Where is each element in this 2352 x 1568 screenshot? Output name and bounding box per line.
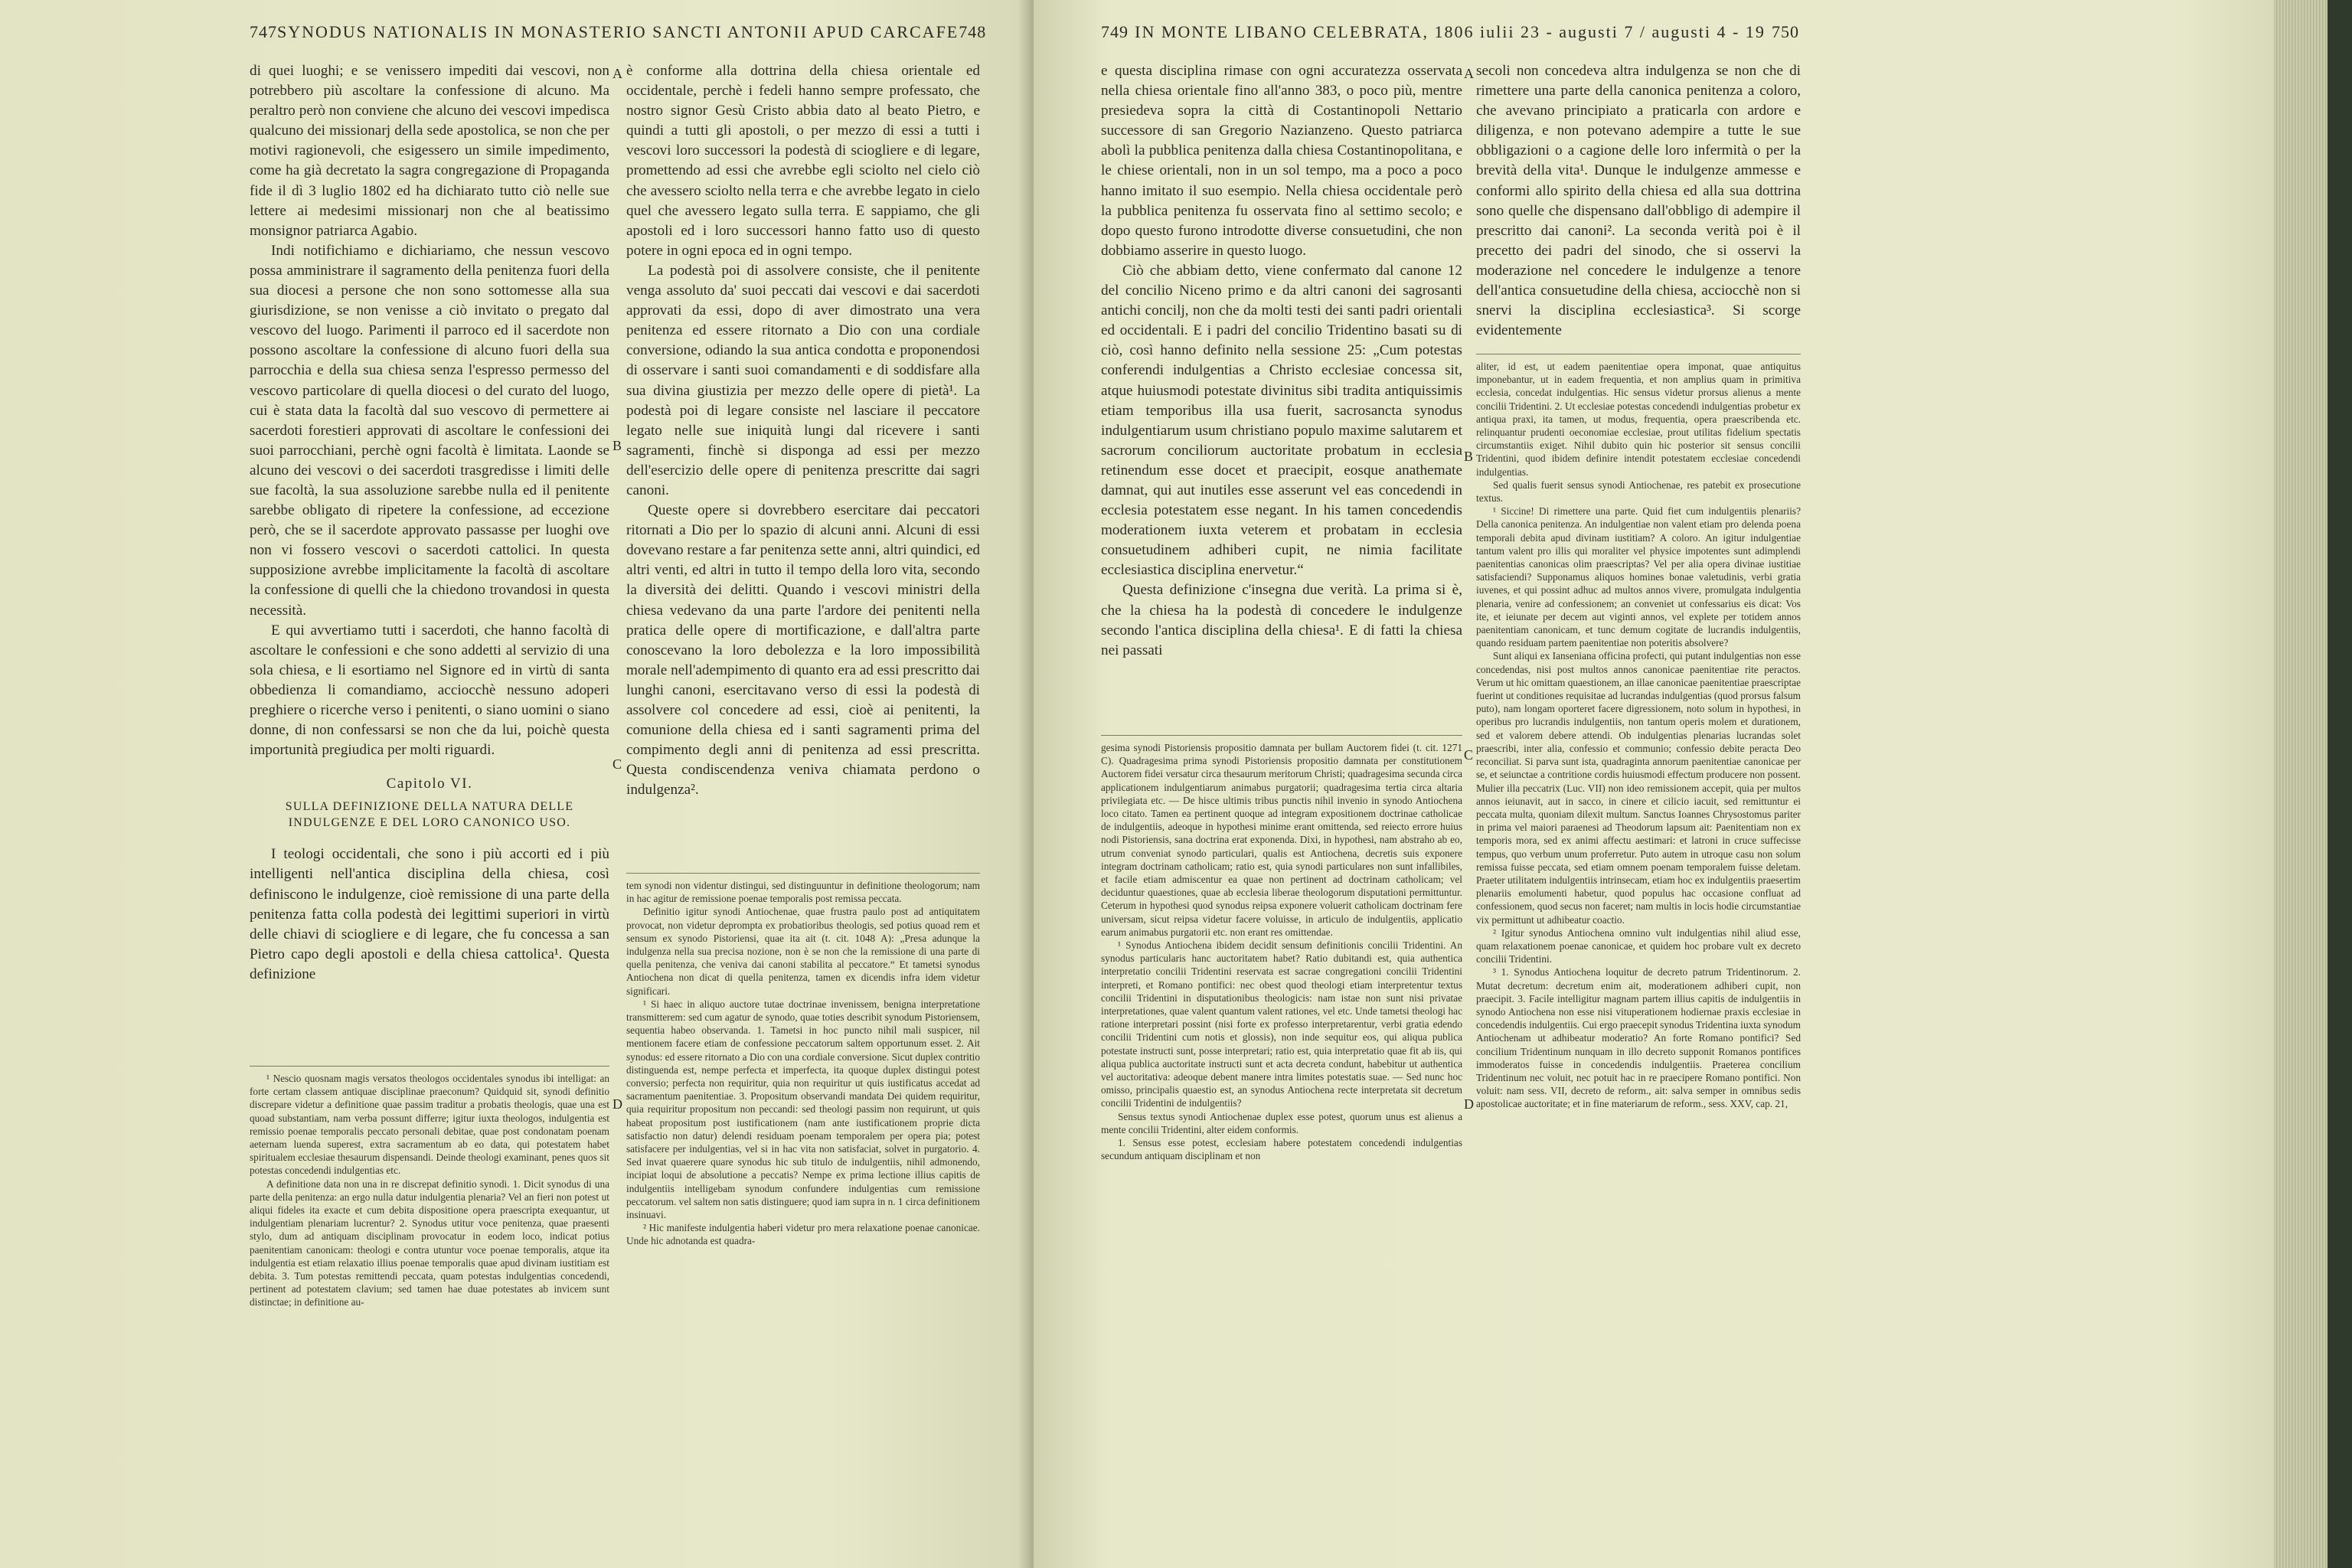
margin-marker-d: D [1464,1096,1474,1112]
right-column-2-footnotes [1476,360,1801,1111]
footnote: ¹ Synodus Antiochena ibidem decidit sensum definitionis concilii Tridentini. An synodus particularis hanc auctoritatem habet? Ratio dubitandi est, quia authentica interpretatio concilii Tridentini reservata est sacrae congregationi concilii Tridentini interpreti, et Romano pontifici: nec obest quod theologi etiam interpretentur textus concilii Tridentini in disputationibus theologicis: nam istae non sunt nisi privatae interpretationes, quae valent quantum valent rationes, vel etc. Unde tametsi theologi hac ratione interpretari possint (nisi forte ex professo interpretarentur, verbi gratia edendo concilii Tridentini cum notis et glossis), non inde sequitur eos, qui aliqua publica potestate instructi sunt, posse interpretari; ratio est, quia interpretatio quae fit ab iis, qui aliqua publica auctoritate instructi sunt et acta decreta condunt, habebitur ut authentica vel auctoritativa: adeoque debent manere intra limites potestatis suae. — Sed nunc hoc omisso, principalis quaestio est, an synodus Antiochena recte interpretata sit decretum concilii Tridentini de indulgentiis? [1101,939,1462,1109]
right-page-header-row [1101,17,1799,47]
footnote: 1. Sensus esse potest, ecclesiam habere potestatem concedendi indulgentias secundum antiquam disciplinam et non [1101,1137,1462,1162]
paragraph: Indi notifichiamo e dichiariamo, che nessun vescovo possa amministrare il sagramento della penitenza fuori della sua diocesi a persone che non sono sottomesse alla sua giurisdizione, se non venisse a ciò invitato o pregato dal vescovo del luogo. Parimenti il parroco ed il sacerdote non possono ascoltare la confessione di alcuno fuori della sua parrocchia e della sua chiesa senza l'espresso permesso del vescovo particolare di quella diocesi o del curato del luogo, cui è stata data la facoltà dal suo vescovo di permettere ai sacerdoti forestieri approvati di ascoltare le confessioni dei suoi parrocchiani, perchè ogni facoltà è limitata. Laonde se alcuno dei vescovi o dei sacerdoti trasgredisse i limiti delle sue facoltà, la sua assoluzione sarebbe nulla ed il penitente sarebbe obligato di ripetere la confessione, ad eccezione però, che se il sacerdote approvato passasse per luoghi ove non vi fossero vescovi o sacerdoti cattolici. In questa supposizione avrebbe implicitamente la facoltà di ascoltare la confessione di quelli che la chiedono trovandosi in questa necessità. [250,242,609,619]
footnote: Sed qualis fuerit sensus synodi Antiochenae, res patebit ex prosecutione textus. [1476,479,1801,505]
footnote-rule [1101,735,1462,736]
footnote: ² Hic manifeste indulgentia haberi videtur pro mera relaxatione poenae canonicae. Unde hic adnotanda est quadra- [626,1222,980,1247]
margin-marker-a: A [1464,66,1474,81]
page-edges [2274,0,2352,1568]
right-column-2 [1476,61,1801,341]
right-column-1 [1101,61,1462,661]
book-cover-edge [2328,0,2352,1568]
chapter-title: Capitolo VI. [386,776,473,792]
footnote: ¹ Si haec in aliquo auctore tutae doctrinae invenissem, benigna interpretatione transmitterem: sed cum agatur de synodo, quae toties describit synodum Pistoriensem, sequentia habeo observanda. 1. Tametsi in hoc puncto nihil mali suspicer, nil mentionem facere etiam de confessione peccatorum saltem opportunum esset. 2. Ait synodus: ed essere ritornato a Dio con una cordiale conversione. Sicut duplex contritio distinguenda est, nempe perfecta et imperfecta, ita quoque duplex distingui potest conversio; perfecta non requiritur, quia non requiritur ut quis iustificatus accedat ad sacramentum paenitentiae. 3. Propositum observandi mandata Dei quidem requiritur, quia requiritur propositum non peccandi: sed theologi passim non requirunt, ut quis habeat propositum post iustificationem (nam ante iustificationem proprie dicta satisfactio non datur) delendi residuam poenam temporalem per opera pia; potest satisfacere per indulgentias, vel si in hac vita non satisfaciat, solvet in purgatorio. 4. Sed invat quaerere quare synodus hic sub titulo de indulgentiis, nihil admonendo, incipiat loqui de absolutione a peccatis? Nempe ex prima lectione illius capitis de indulgentiis intelligebam synodum confundere indulgentias cum remissione peccatorum. vel saltem non satis distinguere; quod iam supra in n. 1 circa definitionem insinuavi. [626,998,980,1221]
footnote: ² Igitur synodus Antiochena omnino vult indulgentias nihil aliud esse, quam relaxationem poenae canonicae, et quidem hoc probare vult ex decreto concilii Tridentini. [1476,926,1801,965]
footnote: aliter, id est, ut eadem paenitentiae opera imponat, quae antiquitus imponebantur, ut in eadem frequentia, et non amplius quam in primitiva ecclesia, concedat indulgentias. Hic sensus videtur prorsus alienus a mente concilii Tridentini. 2. Ut ecclesiae potestas concedendi indulgentias probetur ex antiqua praxi, ita tamen, ut modus, frequentia, opera praescribenda etc. relinquantur prudenti oeconomiae ecclesiae, prout utilitas fidelium spectatis circumstantiis exiget. Nihil dubito quin hic posterior sit sensus concilii Tridentini, quod ibidem definire intendit potestatem ecclesiae concedendi indulgentias. [1476,361,1801,478]
paragraph: E qui avvertiamo tutti i sacerdoti, che hanno facoltà di ascoltare le confessioni e che sono addetti al servizio di una sola chiesa, e li esortiamo nel Signore ed in virtù di santa obbedienza li comandiamo, acciocchè nessuno adoperi preghiere o ricerche verso i penitenti, o siano uomini o siano donne, di non confessarsi se non che da lui, poichè questa importunità pregiudica per molti riguardi. [250,622,609,759]
page-number-left: 749 [1101,22,1129,41]
paragraph: Ciò che abbiam detto, viene confermato dal canone 12 del concilio Niceno primo e da altri canoni dei sagrosanti antichi concilj, non che da molti testi dei santi padri orientali ed occidentali. E i padri del concilio Tridentino basati su di ciò, così hanno definito nella sessione 25: „Cum potestas conferendi indulgentias a Christo ecclesiae concessa sit, atque huiusmodi potestate divinitus sibi tradita antiquissimis etiam temporibus illa usa fuerit, sacrosancta synodus indulgentiarum usum christiano populo maxime salutarem et sacrorum conciliorum auctoritate probatum in ecclesia retinendum esse docet et praecipit, eosque anathemate damnat, qui aut inutiles esse asserunt vel eas concedendi in ecclesia potestatem esse negant. In his tamen concedendis moderationem iuxta veterem et probatam in ecclesia consuetudinem adhiberi cupit, ne nimia facilitate ecclesiastica disciplina enervetur.“ [1101,262,1462,579]
left-page-header-row [250,17,987,47]
footnote-rule [250,1066,609,1067]
running-title-right: IN MONTE LIBANO CELEBRATA, 1806 iulii 23 - augusti 7 / augusti 4 - 19 [1135,22,1766,41]
left-column-1-footnotes [250,1072,609,1309]
page-number-right: 750 [1771,22,1799,41]
footnote: A definitione data non una in re discrepat definitio synodi. 1. Dicit synodus di una parte della penitenza: an ergo nulla datur indulgentia plenaria? Vel an fieri non potest ut aliqui fideles ita exacte et cum debita dispositione opera praescripta exequantur, ut indulgentiam plenariam lucrentur? 2. Synodus utitur voce penitenza, quae praesenti stylo, dum ad antiquam disciplinam provocatur in eodem loco, indicat potius paenitentiam canonicam: theologi e contra utuntur voce poenae temporalis, atque ita indulgentia est etiam relaxatio illius poenae temporalis quae apud divinam iustitiam est debita. 3. Tum potestas remittendi peccata, quam potestas indulgentias concedendi, pertinent ad potestatem clavium; sed tamen hae duae potestates ab invicem sunt distinctae; in definitione au- [250,1178,609,1308]
footnote: ³ 1. Synodus Antiochena loquitur de decreto patrum Tridentinorum. 2. Mutat decretum: decretum enim ait, moderationem adhiberi cupit, non praecipit. 3. Facile intelligitur magnam partem illius capitis de indulgentiis in synodo Antiochena non esse nisi vituperationem hodiernae praxis ecclesiae in concedendis indulgentiis. Cui ergo praecepit synodus Tridentina iuxta synodum Antiochenam ut adhibeatur moderatio? An forte Romano pontifici? Sed concilium Tridentinum nunquam in illo decreto supponit Romanos pontifices immoderatos fuisse in concedendis indulgentiis. Praeterea concilium Tridentinum nec voluit, nec potuit hac in re praecipere Romano pontifici. Non voluit: nam sess. VII, decreto de reform., ait: salva semper in omnibus sedis apostolicae auctoritate; et in fine materiarum de reform., sess. XXV, cap. 21, [1476,966,1801,1110]
footnote: ¹ Nescio quosnam magis versatos theologos occidentales synodus ibi intelligat: an forte certam classem antiquae disciplinae praeconum? Quidquid sit, synodi definitio discrepare videtur a definitione quae passim traditur a probatis theologis, quae una est quoad substantiam, nam verba possunt differre; igitur iuxta theologos, indulgentia est remissio poenae temporalis peccato personali debitae, quae post condonatam poenam aeternam luenda superest, extra sacramentum ab eo data, qui potestatem habet spiritualem ecclesiae thesaurum dispensandi. Deinde theologi examinant, penes quos sit potestas concedendi indulgentias etc. [250,1073,609,1177]
footnote: gesima synodi Pistoriensis propositio damnata per bullam Auctorem fidei (t. cit. 1271 C). Quadragesima prima synodi Pistoriensis propositio damnata per constitutionem Auctorem fidei versatur circa thesaurum meritorum Christi; quadragesima secunda circa applicationem indulgentiarum animabus purgatorii; quadragesima tertia circa altaria privilegiata etc. — De hisce ultimis tribus punctis nihil invenio in synodo Antiochena loco citato. Tamen ea pertinent quoque ad integram expositionem doctrinae catholicae de indulgentiis, adeoque in hypothesi minime erant omittenda, sed reiecto errore huius nodi Pistoriensis, sana doctrina erat exponenda. Dixi, in hypothesi, nam abstraho ab eo, utrum conveniat synodo particulari, qualis est Antiochena, decretis suis exponere integram doctrinam catholicam; ratio est, quia synodi particulares non sunt infallibiles, et facile etiam admiscentur ea quae non pertinent ad doctrinam catholicam; vel deciduntur quaestiones, quae ab ecclesia liberae theologorum disputationi permittuntur. Ceterum in hypothesi quod synodus reipsa exponere voluerit catholicam doctrinam fere universam, sicut reipsa videtur facere voluisse, in articulo de indulgentiis, applicatio earum animabus purgatorii etc. non erant res omittendae. [1101,742,1462,938]
footnote: Definitio igitur synodi Antiochenae, quae frustra paulo post ad antiquitatem provocat, non videtur deprompta ex probatioribus theologis, sed potius quoad rem et sensum ex synodo Pistoriensi, quae ita ait (t. cit. 1048 A): „Presa adunque la indulgenza nella sua precisa nozione, non è se non che la remissione di una parte di quella penitenza, che veniva dai canoni stabilita al peccatore.“ Et tametsi synodus Antiochena non dicat di quella penitenza, tamen ex dicendis infra idem videtur significari. [626,906,980,997]
page-number-left: 747 [250,22,277,41]
left-page [0,0,1034,1568]
page-number-right: 748 [959,22,987,41]
paragraph: I teologi occidentali, che sono i più accorti ed i più intelligenti nell'antica disciplina della chiesa, così definiscono le indulgenze, cioè remissione di una parte della penitenza fatta colla podestà dei legittimi superiori in virtù delle chiavi di sciogliere e di legare, che fu concessa a san Pietro capo degli apostoli e della chiesa cattolica¹. Questa definizione [250,846,609,982]
paragraph: è conforme alla dottrina della chiesa orientale ed occidentale, perchè i fedeli hanno sempre professato, che nostro signor Gesù Cristo abbia dato al beato Pietro, e quindi a tutti gli apostoli, o per mezzo di essi a tutti i vescovi loro successori la podestà di sciogliere e di legare, promettendo ad essi che avrebbe egli sciolto nel cielo ciò che avessero sciolto nella terra e che avrebbe legato in cielo quel che avessero legato sulla terra. E sappiamo, che gli apostoli ed i loro successori hanno fatto uso di questo potere in ogni epoca ed in ogni tempo. [626,63,980,259]
margin-marker-b: B [612,438,622,453]
paragraph: La podestà poi di assolvere consiste, che il penitente venga assoluto da' suoi peccati dai vescovi e dai sacerdoti approvati da essi, dopo di aver dimostrato una vera penitenza ed essere ritornato a Dio con una cordiale conversione, odiando la sua antica condotta e proponendosi di osservare i santi suoi comandamenti e di soddisfare alla sua divina giustizia per mezzo delle opere di pietà¹. La podestà poi di legare consiste nel lasciare il peccatore legato nelle sue iniquità lungi dal ricevere i santi sagramenti, finchè si disponga ad essi per mezzo dell'esercizio delle opere di penitenza prescritte dai sagri canoni. [626,262,980,498]
running-title-left: SYNODUS NATIONALIS IN MONASTERIO SANCTI ANTONII APUD CARCAFE [277,22,959,41]
margin-marker-d: D [612,1096,622,1112]
paragraph: Questa definizione c'insegna due verità. La prima si è, che la chiesa ha la podestà di concedere le indulgenze secondo l'antica disciplina della chiesa¹. E di fatti la chiesa nei passati [1101,582,1462,658]
paragraph: Queste opere si dovrebbero esercitare dai peccatori ritornati a Dio per lo spazio di alcuni anni. Alcuni di essi dovevano restare a far penitenza sette anni, altri quindici, ed altri venti, ed altri in tutto il tempo della loro vita, secondo la diversità dei delitti. Quando i vescovi ministri della chiesa vedevano da una parte l'ardore dei penitenti nella pratica delle opere di mortificazione, e dall'altra parte conoscevano la loro debolezza e la loro impossibilità morale nell'adempimento di quanto era ad essi prescritto dai lunghi canoni, esercitavano verso di essi la podestà di assolvere col concedere ad essi, cioè ai penitenti, la comunione della chiesa ed i santi sagramenti prima del compimento degli anni di penitenza ad essi prescritta. Questa condiscendenza veniva chiamata perdono o indulgenza². [626,502,980,799]
right-column-1-footnotes [1101,741,1462,1163]
footnote: ¹ Siccine! Di rimettere una parte. Quid fiet cum indulgentiis plenariis? Della canonica penitenza. An indulgentiae non valent etiam pro delenda poena temporali debita apud divinam iustitiam? A coloro. An igitur indulgentiae tantum valent pro illis qui moraliter vel physice impotentes sunt adimplendi paenitentias canonicas olim praescriptas? Vel per alia opera divinae iustitiae satisfaciendi? Supponamus aliquos homines bonae valetudinis, verbi gratia iuvenes, et qui possint adhuc ad multos annos vivere, promulgata indulgentia plenaria, venire ad confessionem; an conveniet ut confessarius eis dicat: Vos ite, et ieiunate per decem aut viginti annos, vel explete per totidem annos paenitentiam canonicam, et tunc demum cogitate de lucrandis indulgentiis, quando residuam partem paenitentiae non poteritis absolvere? [1476,505,1801,649]
left-column-1 [250,61,609,985]
paragraph: e questa disciplina rimase con ogni accuratezza osservata nella chiesa orientale fino all'anno 383, o poco più, mentre presiedeva sopra la città di Costantinopoli Nettario successore di san Gregorio Nazianzeno. Questo patriarca abolì la pubblica penitenza dalla chiesa Costantinopolitana, e le chiese orientali, non in un sol tempo, ma a poco a poco hanno imitato il suo esempio. Nella chiesa occidentale però la pubblica penitenza fu osservata fino al settimo secolo; e dopo questo furono introdotte diverse consuetudini, che non dobbiamo asserire in questo luogo. [1101,63,1462,259]
paragraph: di quei luoghi; e se venissero impediti dai vescovi, non potrebbero più ascoltare la confessione di alcuno. Ma peraltro però non conviene che alcuno dei vescovi impedisca qualcuno dei missionarj della sede apostolica, se non che per motivi ragionevoli, che esigessero un simile impedimento, come ha già decretato la sagra congregazione di Propaganda fide il dì 3 luglio 1802 ed ha dichiarato tutto ciò nelle sue lettere ai medesimi missionarj non che al beatissimo monsignor patriarca Agabio. [250,63,609,239]
chapter-subtitle: SULLA DEFINIZIONE DELLA NATURA DELLE INDULGENZE E DEL LORO CANONICO USO. [285,800,574,830]
left-column-2-footnotes [626,879,980,1248]
margin-marker-c: C [612,756,622,772]
footnote: tem synodi non videntur distingui, sed distinguuntur in definitione theologorum; nam in hac agitur de remissione poenae temporalis post remissa peccata. [626,880,980,905]
right-page [1034,0,2274,1568]
margin-marker-c: C [1464,747,1474,763]
margin-marker-b: B [1464,449,1474,464]
margin-marker-a: A [612,66,622,81]
footnote-rule [626,873,980,874]
left-column-2 [626,61,980,800]
paragraph: secoli non concedeva altra indulgenza se non che di rimettere una parte della canonica penitenza a coloro, che avevano principiato a praticarla con ardore e diligenza, e non potevano adempire a tutte le sue obbligazioni o a cagione delle loro infermità o per la brevità della vita¹. Dunque le indulgenze ammesse e conformi allo spirito della chiesa ed alla sua dottrina sono quelle che dispensano dall'obbligo di adempire il prescritto dai canoni². La seconda verità poi è il precetto dei padri del sinodo, che si osservi la moderazione nel concedere le indulgenze a tenore dell'antica consuetudine della chiesa, acciocchè non si snervi la disciplina ecclesiastica³. Si scorge evidentemente [1476,63,1801,339]
footnote: Sensus textus synodi Antiochenae duplex esse potest, quorum unus est alienus a mente concilii Tridentini, alter eidem conformis. [1101,1110,1462,1135]
footnote: Sunt aliqui ex Ianseniana officina profecti, qui putant indulgentias non esse concedendas, nisi post multos annos canonicae paenitentiae rite peractos. Verum ut hic omittam quaestionem, an illae canonicae paenitentiae praescriptae fuerint ut conditiones requisitae ad lucrandas indulgentias (quod prorsus falsum puto), nam longam oporteret facere digressionem, noto solum in hypothesi, in operibus pro lucrandis indulgentiis, non tantum operis molem et durationem, sed et valorem debere attendi. Ob indulgentias plenarias lucrandas solet praescribi, inter alia, confessio et communio; confessio debite peracta Deo reconciliat. Si parva sunt ista, quadraginta annorum paenitentiae canonicae per se, et seiunctae a contritione cordis huiusmodi effectum producere non possent. Mulier illa peccatrix (Luc. VII) non ideo remissionem accepit, quia per multos annos ieiunavit, aut in sacco, in cinere et cilicio iacuit, sed remittuntur ei peccata multa, quoniam dilexit multum. Sanctus Ioannes Chrysostomus pariter in prima vel maiori paraenesi ad Theodorum lapsum ait: Paenitentiam non ex temporis mora, sed ex animi affectu aestimari: et latroni in cruce suffecisse tempus, quo verbum unum proferretur. Puto autem in utroque casu non solum remissa fuisse peccata, sed etiam omnem poenam temporalem fuisse deletam. Praeter utilitatem indulgentiis intrinsecam, etiam hoc ex indulgentiis praesertim plenariis emolumenti habetur, quod populus hac occasione confluat ad confessionem, quod secus non faceret; nam multis in locis hodie circumstantiae vix permittunt ut adhibeatur coactio. [1476,650,1801,926]
